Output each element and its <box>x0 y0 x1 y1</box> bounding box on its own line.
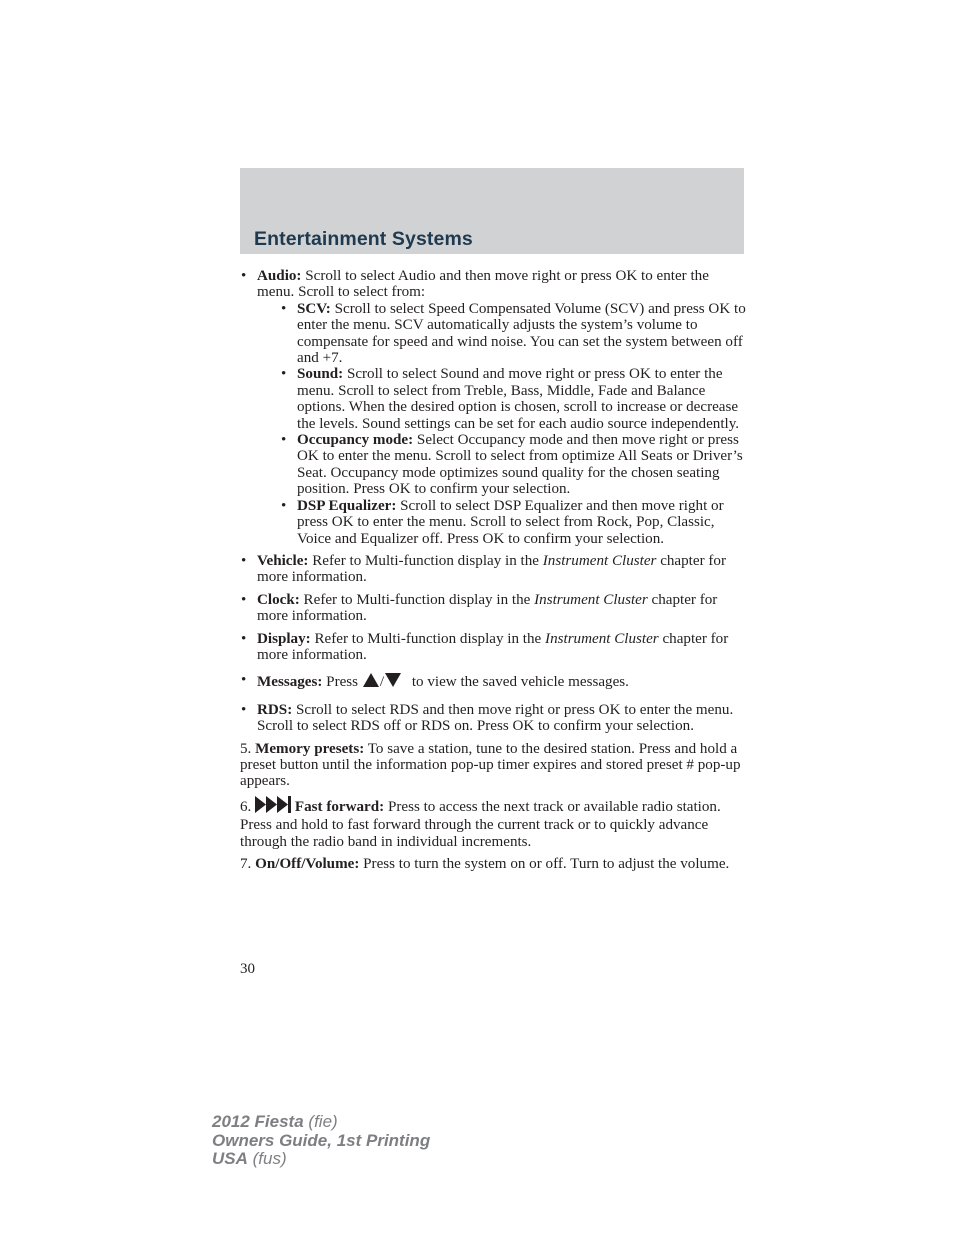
list-item-messages <box>240 672 746 692</box>
display-text-end: chapter for more information. <box>257 630 729 663</box>
section-header <box>240 168 744 254</box>
display-reference: Instrument Cluster <box>545 630 659 647</box>
paragraph-memory-presets <box>240 741 746 790</box>
section-title: Entertainment Systems <box>254 228 473 250</box>
memory-number: 5. <box>240 740 252 757</box>
memory-text: To save a station, tune to the desired station. Press and hold a preset button until the information pop-up timer expires and stored preset # pop-up appears. <box>240 740 741 790</box>
page-content <box>240 268 746 878</box>
occupancy-text: Select Occupancy mode and then move right or press OK to enter the menu. Scroll to select from optimize All Seats or Driver’s Seat. Occupancy mode optimizes sound quality for the chosen seating position. Press OK to confirm your selection. <box>297 432 743 498</box>
memory-label: Memory presets: <box>255 740 365 757</box>
messages-text: Press <box>326 674 359 691</box>
occupancy-label: Occupancy mode: <box>297 432 414 449</box>
footer-guide: Owners Guide, 1st Printing <box>212 1130 431 1150</box>
list-item-display <box>240 631 746 664</box>
sound-label: Sound: <box>297 366 344 383</box>
vehicle-reference: Instrument Cluster <box>542 552 657 569</box>
up-arrow-icon <box>362 672 380 692</box>
paragraph-fast-forward <box>240 796 746 850</box>
fastforward-label: Fast forward: <box>294 798 385 815</box>
audio-sublist <box>280 301 746 547</box>
fast-forward-icon <box>255 796 291 817</box>
footer-line-2 <box>212 1132 430 1151</box>
list-item-audio <box>240 268 746 547</box>
list-item-sound <box>280 366 746 432</box>
list-item-occupancy <box>280 432 746 498</box>
clock-text: Refer to Multi-function display in the <box>303 591 531 608</box>
vehicle-label: Vehicle: <box>257 552 309 569</box>
rds-text: Scroll to select RDS and then move right or press OK to enter the menu. Scroll to select RDS off or RDS on. Press OK to confirm your selection. <box>257 701 734 735</box>
scv-text: Scroll to select Speed Compensated Volume (SCV) and press OK to enter the menu. SCV automatically adjusts the system’s volume to compensate for speed and wind noise. You can set the system between off and +7. <box>297 300 746 367</box>
footer-market: USA <box>212 1149 248 1168</box>
fastforward-text: Press to access the next track or available radio station. Press and hold to fast forward through the current track or to quickly advance through the radio band in individual increments. <box>240 798 721 850</box>
audio-text: Scroll to select Audio and then move right or press OK to enter the menu. Scroll to select from: <box>257 268 709 301</box>
list-item-clock <box>240 592 746 625</box>
list-item-dsp <box>280 498 746 547</box>
down-arrow-icon <box>384 672 402 692</box>
sound-text: Scroll to select Sound and move right or press OK to enter the menu. Scroll to select from Treble, Bass, Middle, Fade and Balance options. When the desired option is chosen, scroll to increase or decrease the levels. Sound settings can be set for each audio source independently. <box>297 366 740 432</box>
list-item-rds <box>240 702 746 735</box>
display-label: Display: <box>257 630 311 647</box>
paragraph-on-off-volume <box>240 856 746 872</box>
rds-label: RDS: <box>257 701 293 718</box>
footer-market-code: (fus) <box>252 1149 287 1168</box>
vehicle-text-end: chapter for more information. <box>257 552 726 586</box>
fastforward-number: 6. <box>240 798 252 815</box>
onoff-number: 7. <box>240 856 252 872</box>
messages-separator: / <box>379 674 385 691</box>
page-number: 30 <box>240 961 255 977</box>
vehicle-text: Refer to Multi-function display in the <box>312 552 539 569</box>
list-item-scv <box>280 301 746 367</box>
onoff-label: On/Off/Volume: <box>255 856 360 872</box>
footer-model: 2012 Fiesta <box>212 1112 304 1131</box>
onoff-text: Press to turn the system on or off. Turn to adjust the volume. <box>363 856 730 872</box>
scv-label: SCV: <box>297 300 331 317</box>
list-item-vehicle <box>240 553 746 586</box>
clock-label: Clock: <box>257 591 300 608</box>
messages-label: Messages: <box>257 674 323 691</box>
messages-text-end: to view the saved vehicle messages. <box>411 674 629 691</box>
audio-label: Audio: <box>257 268 302 284</box>
clock-text-end: chapter for more information. <box>257 591 718 625</box>
clock-reference: Instrument Cluster <box>534 591 648 608</box>
footer-line-3 <box>212 1150 430 1169</box>
footer-model-code: (fie) <box>308 1112 338 1131</box>
dsp-text: Scroll to select DSP Equalizer and then move right or press OK to enter the menu. Scroll to select from Rock, Pop, Classic, Voice and Equalizer off. Press OK to confirm your selection. <box>297 497 724 547</box>
footer-line-1 <box>212 1113 430 1132</box>
document-footer <box>212 1113 430 1169</box>
dsp-label: DSP Equalizer: <box>297 497 397 514</box>
display-text: Refer to Multi-function display in the <box>314 630 542 647</box>
